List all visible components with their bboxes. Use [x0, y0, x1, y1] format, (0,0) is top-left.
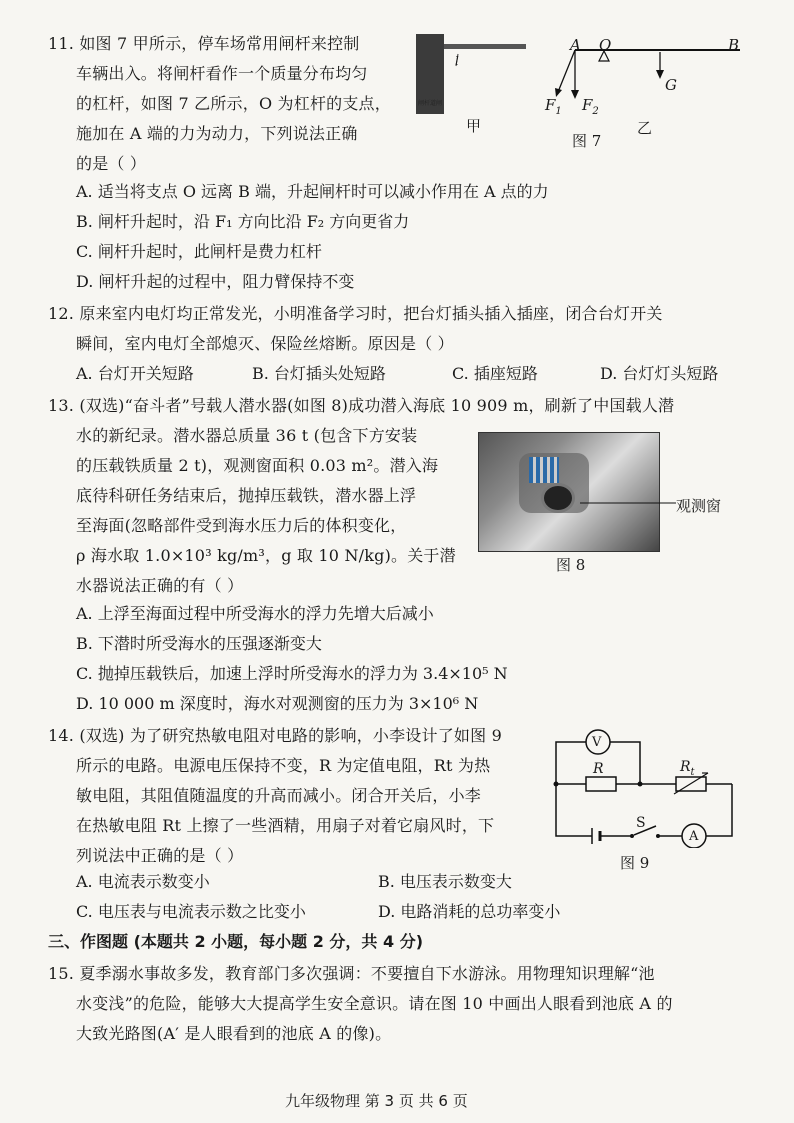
- q13-option-c: C. 抛掉压载铁后，加速上浮时所受海水的浮力为 3.4×10⁵ N: [76, 664, 508, 683]
- q11-option-d: D. 闸杆升起的过程中，阻力臂保持不变: [76, 272, 355, 291]
- q15-line-2: 水变浅”的危险，能够大大提高学生安全意识。请在图 10 中画出人眼看到池底 A 的: [76, 994, 673, 1013]
- q13-line-3: 的压载铁质量 2 t)，观测窗面积 0.03 m²。潜入海: [76, 456, 439, 475]
- q14-option-c: C. 电压表与电流表示数之比变小: [76, 902, 306, 921]
- q14-line-2: 所示的电路。电源电压保持不变，R 为定值电阻，Rt 为热: [76, 756, 491, 775]
- point-G: G: [665, 76, 677, 94]
- voltmeter-label: V: [592, 735, 602, 750]
- gate-box-label: 闸杆道闸: [418, 100, 443, 107]
- q13-option-a: A. 上浮至海面过程中所受海水的浮力先增大后减小: [76, 604, 434, 623]
- q14-option-d: D. 电路消耗的总功率变小: [378, 902, 561, 921]
- thermistor-rt-label: $R_t$: [680, 759, 695, 778]
- q15-line-3: 大致光路图(A′ 是人眼看到的池底 A 的像)。: [76, 1024, 392, 1043]
- q12-line-2: 瞬间，室内电灯全部熄灭、保险丝熔断。原因是（ ）: [76, 334, 454, 353]
- q11-option-c: C. 闸杆升起时，此闸杆是费力杠杆: [76, 242, 322, 261]
- q13-line-1: 13. (双选)“奋斗者”号载人潜水器(如图 8)成功潜入海底 10 909 m，刷新了中国载人潜: [48, 396, 675, 415]
- q11-line-4: 施加在 A 端的力为动力，下列说法正确: [76, 124, 358, 143]
- window-label: 观测窗: [676, 497, 722, 515]
- ammeter-label: A: [689, 829, 699, 844]
- force-F1: $F_1$: [545, 96, 562, 117]
- point-A: A: [570, 36, 581, 54]
- q13-line-2: 水的新纪录。潜水器总质量 36 t (包含下方安装: [76, 426, 418, 445]
- bar-label: l: [455, 54, 459, 68]
- q13-line-7: 水器说法正确的有（ ）: [76, 576, 244, 595]
- q11-line-3: 的杠杆，如图 7 乙所示，O 为杠杆的支点，: [76, 94, 391, 113]
- force-F2: $F_2$: [582, 96, 599, 117]
- q11-line-1: 11. 如图 7 甲所示，停车场常用闸杆来控制: [48, 34, 360, 53]
- q14-line-5: 列说法中正确的是（ ）: [76, 846, 244, 865]
- resistor-r-label: R: [593, 761, 604, 777]
- figure-8-caption: 图 8: [556, 556, 586, 574]
- q14-line-4: 在热敏电阻 Rt 上擦了一些酒精，用扇子对着它扇风时，下: [76, 816, 495, 835]
- q14-option-b: B. 电压表示数变大: [378, 872, 512, 891]
- figure-9-caption: 图 9: [620, 854, 650, 872]
- section-3-heading: 三、作图题 (本题共 2 小题，每小题 2 分，共 4 分): [48, 932, 424, 951]
- figure-7-yi-label: 乙: [637, 119, 653, 137]
- q11-line-5: 的是（ ）: [76, 154, 147, 173]
- point-B: B: [728, 36, 740, 54]
- q11-option-a: A. 适当将支点 O 远离 B 端，升起闸杆时可以减小作用在 A 点的力: [76, 182, 549, 201]
- q13-option-b: B. 下潜时所受海水的压强逐渐变大: [76, 634, 322, 653]
- q14-line-1: 14. (双选) 为了研究热敏电阻对电路的影响，小李设计了如图 9: [48, 726, 502, 745]
- observation-window: [541, 483, 575, 513]
- q12-option-d: D. 台灯灯头短路: [600, 364, 719, 383]
- q15-line-1: 15. 夏季溺水事故多发，教育部门多次强调：不要擅自下水游泳。用物理知识理解“池: [48, 964, 655, 983]
- switch-label: S: [636, 815, 646, 831]
- q13-line-6: ρ 海水取 1.0×10³ kg/m³，g 取 10 N/kg)。关于潜: [76, 546, 456, 565]
- q13-option-d: D. 10 000 m 深度时，海水对观测窗的压力为 3×10⁶ N: [76, 694, 479, 713]
- q14-option-a: A. 电流表示数变小: [76, 872, 210, 891]
- q13-line-5: 至海面(忽略部件受到海水压力后的体积变化，: [76, 516, 407, 535]
- submersible-photo: [478, 432, 660, 552]
- figure-9-circuit: [552, 728, 742, 848]
- window-pointer-line: [580, 498, 680, 508]
- figure-7-jia-label: 甲: [466, 117, 482, 135]
- q12-option-a: A. 台灯开关短路: [76, 364, 194, 383]
- figure-7-caption: 图 7: [572, 132, 602, 150]
- page-footer: 九年级物理 第 3 页 共 6 页: [285, 1092, 468, 1110]
- q12-option-b: B. 台灯插头处短路: [252, 364, 386, 383]
- q14-line-3: 敏电阻，其阻值随温度的升高而减小。闭合开关后，小李: [76, 786, 482, 805]
- q11-option-b: B. 闸杆升起时，沿 F₁ 方向比沿 F₂ 方向更省力: [76, 212, 410, 231]
- point-O: O: [599, 36, 612, 54]
- q12-option-c: C. 插座短路: [452, 364, 538, 383]
- q13-line-4: 底待科研任务结束后，抛掉压载铁，潜水器上浮: [76, 486, 417, 505]
- q12-line-1: 12. 原来室内电灯均正常发光，小明准备学习时，把台灯插头插入插座，闭合台灯开关: [48, 304, 663, 323]
- q11-line-2: 车辆出入。将闸杆看作一个质量分布均匀: [76, 64, 368, 83]
